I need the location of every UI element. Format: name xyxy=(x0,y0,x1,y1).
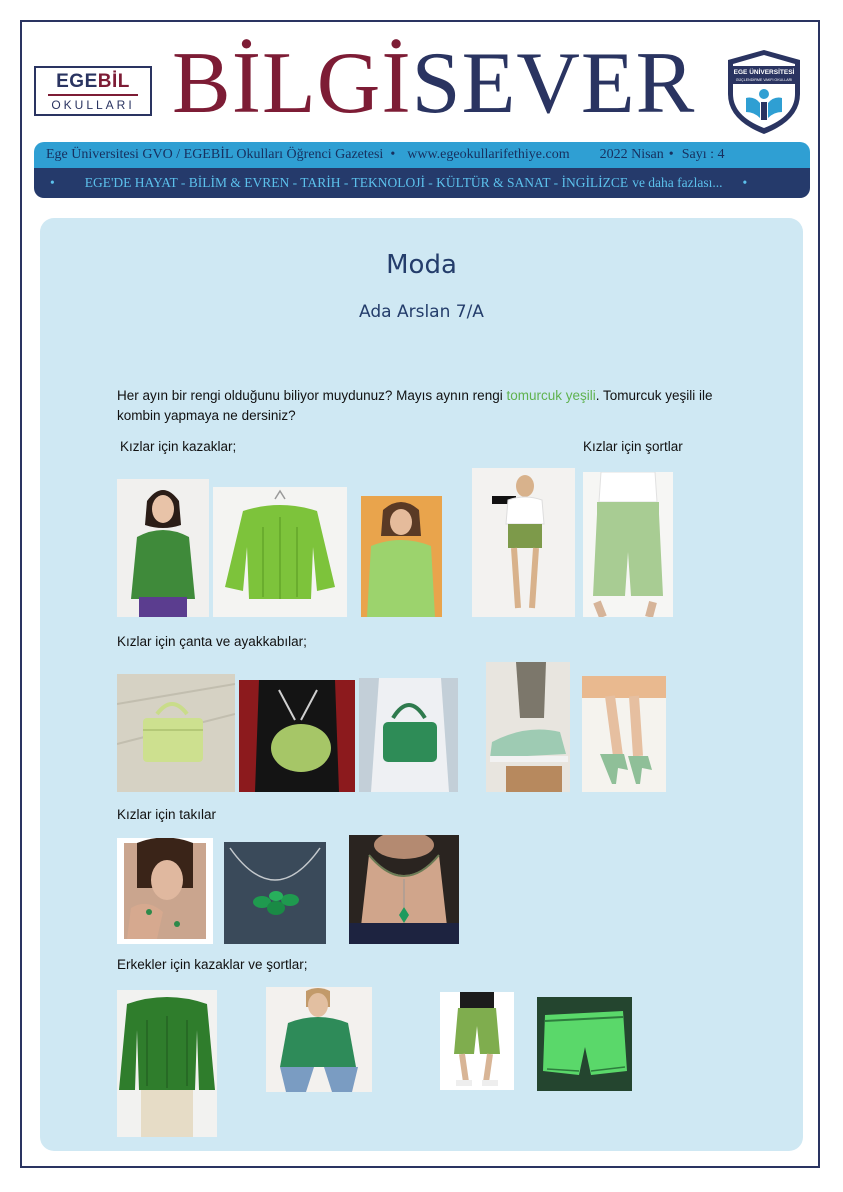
logo-text-bil: BİL xyxy=(97,71,130,92)
photo-green-heels xyxy=(582,676,666,792)
shield-text-2: GÜÇLENDİRME VAKFI OKULLARI xyxy=(735,78,793,82)
photo-jewelry-model xyxy=(117,838,213,944)
section-label-boys: Erkekler için kazaklar ve şortlar; xyxy=(117,957,308,972)
photo-girl-light-green-sweater xyxy=(361,496,442,617)
photo-girl-green-shorts xyxy=(472,468,575,617)
photo-fluffy-green-bag xyxy=(239,680,355,792)
section-label-jewelry: Kızlar için takılar xyxy=(117,807,217,822)
bullet: • xyxy=(668,147,674,162)
intro-text-1: Her ayın bir rengi olduğunu biliyor muydunuz? Mayıs aynın rengi xyxy=(117,388,507,403)
article-title: Moda xyxy=(386,250,457,280)
photo-lime-knit-sweater xyxy=(213,487,347,617)
masthead-part-1: BİLG xyxy=(172,35,382,132)
sections-band xyxy=(34,168,810,198)
photo-mint-sneakers xyxy=(486,662,570,792)
issue-number: Sayı : 4 xyxy=(681,147,725,162)
intro-text-2: . Tomurcuk yeşili ile kombin yapmaya ne dersiniz? xyxy=(117,388,713,423)
sections-list: EGE'DE HAYAT - BİLİM & EVREN - TARİH - TEKNOLOJİ - KÜLTÜR & SANAT - İNGİLİZCE xyxy=(84,175,629,190)
photo-pale-green-shorts xyxy=(583,472,673,617)
more-text: ve daha fazlası... xyxy=(632,175,723,190)
bullet: • xyxy=(742,175,748,190)
bullet: • xyxy=(50,175,55,190)
header-info-band xyxy=(34,142,810,168)
shield-text-1: EGE ÜNİVERSİTESİ xyxy=(733,69,795,76)
ege-university-shield-logo xyxy=(724,48,804,136)
photo-boy-green-bermuda xyxy=(440,992,514,1090)
photo-green-swim-shorts xyxy=(537,997,632,1091)
photo-boy-green-knit-sweater xyxy=(117,990,217,1137)
section-label-bags-shoes: Kızlar için çanta ve ayakkabılar; xyxy=(117,634,307,649)
bullet: • xyxy=(390,147,396,162)
article-intro xyxy=(117,386,757,426)
section-label-girls-sweaters: Kızlar için kazaklar; xyxy=(120,439,237,454)
photo-boy-green-sweatshirt xyxy=(266,987,372,1092)
masthead-part-2: İ xyxy=(381,35,412,132)
photo-lime-handbag xyxy=(117,674,235,792)
masthead-part-3: SEVER xyxy=(411,35,696,132)
issue-date: 2022 Nisan xyxy=(599,147,664,162)
logo-subtext: OKULLARI xyxy=(51,98,135,112)
logo-text-ege: EGE xyxy=(56,71,98,92)
photo-green-croc-bag xyxy=(359,678,458,792)
photo-emerald-necklace xyxy=(224,842,326,944)
publication-name: Ege Üniversitesi GVO / EGEBİL Okulları Öğrenci Gazetesi xyxy=(46,147,384,162)
photo-pendant-necklace xyxy=(349,835,459,944)
website-link[interactable]: www.egeokullarifethiye.com xyxy=(407,147,570,162)
egebil-logo xyxy=(34,66,152,116)
intro-highlight: tomurcuk yeşili xyxy=(506,388,596,403)
masthead-title xyxy=(172,34,696,134)
article-author: Ada Arslan 7/A xyxy=(359,302,484,322)
photo-girl-green-sweater xyxy=(117,479,209,617)
section-label-girls-shorts: Kızlar için şortlar xyxy=(583,439,683,454)
